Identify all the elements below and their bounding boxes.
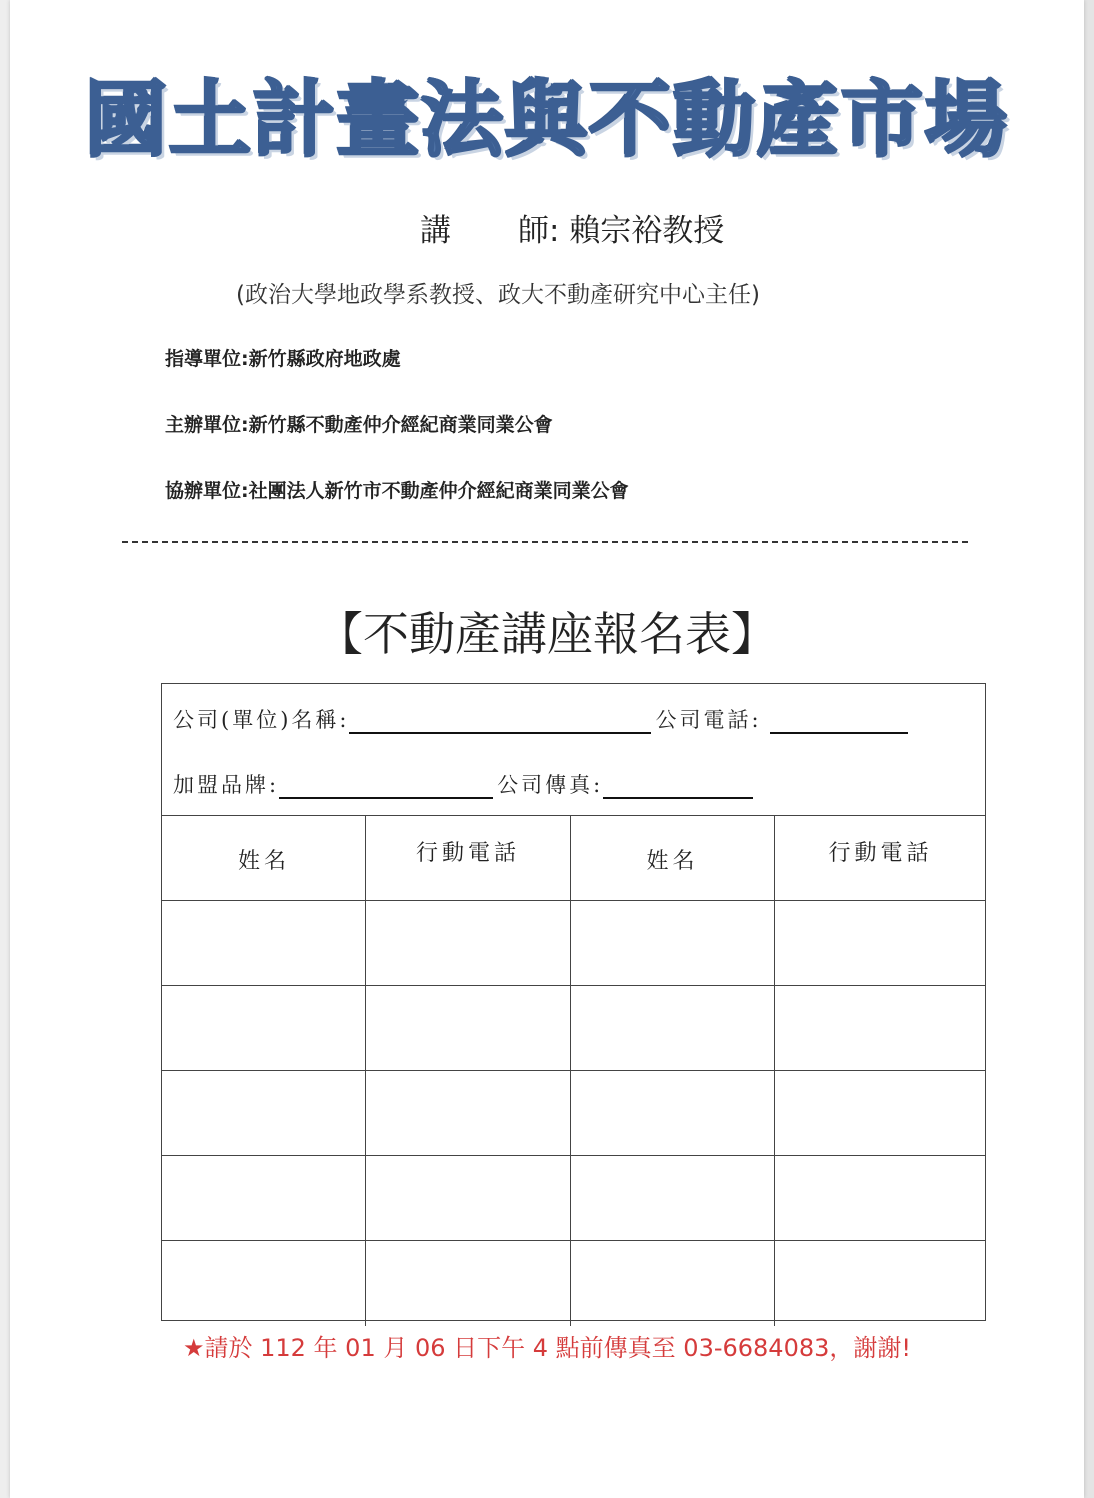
name-cell[interactable] bbox=[570, 1156, 774, 1241]
name-cell[interactable] bbox=[570, 1071, 774, 1156]
name-cell[interactable] bbox=[162, 986, 366, 1071]
brand-field[interactable] bbox=[279, 775, 493, 799]
mobile-cell[interactable] bbox=[365, 986, 570, 1071]
mobile-cell[interactable] bbox=[774, 901, 986, 986]
name-cell[interactable] bbox=[570, 901, 774, 986]
table-row bbox=[162, 900, 985, 986]
company-name-label: 公司(單位)名稱: bbox=[173, 708, 350, 732]
page-edge bbox=[1084, 0, 1094, 1498]
name-cell[interactable] bbox=[162, 901, 366, 986]
form-title: 【不動產講座報名表】 bbox=[317, 607, 777, 661]
table-row bbox=[162, 1070, 985, 1156]
table-row bbox=[162, 1240, 985, 1326]
table-row bbox=[162, 1155, 985, 1241]
mobile-cell[interactable] bbox=[365, 1071, 570, 1156]
poster-title: 國土計畫法與不動產市場 bbox=[84, 73, 1009, 168]
mobile-cell[interactable] bbox=[774, 1156, 986, 1241]
name-cell[interactable] bbox=[570, 1241, 774, 1326]
registration-form bbox=[161, 683, 986, 1321]
mobile-cell[interactable] bbox=[774, 1071, 986, 1156]
mobile-cell[interactable] bbox=[365, 901, 570, 986]
co-organizer-unit: 協辦單位:社團法人新竹市不動產仲介經紀商業同業公會 bbox=[165, 480, 629, 502]
company-phone-field[interactable] bbox=[770, 710, 908, 734]
company-fax-field[interactable] bbox=[603, 775, 753, 799]
header-cell-mobile-2 bbox=[774, 816, 986, 901]
company-phone-label: 公司電話: bbox=[655, 708, 762, 732]
brand-info-line bbox=[173, 769, 757, 799]
lecturer-label-1: 講 bbox=[420, 213, 451, 249]
lecturer-label-2: 師: bbox=[518, 213, 560, 249]
header-mobile-1: 行動電話 bbox=[415, 841, 520, 866]
header-cell-name-1 bbox=[162, 816, 366, 901]
header-name-2: 姓名 bbox=[646, 849, 699, 874]
table-row bbox=[162, 985, 985, 1071]
header-cell-name-2 bbox=[570, 816, 774, 901]
mobile-cell[interactable] bbox=[774, 986, 986, 1071]
header-name-1: 姓名 bbox=[237, 849, 290, 874]
company-fax-label: 公司傳真: bbox=[497, 773, 604, 797]
company-name-field[interactable] bbox=[349, 710, 651, 734]
table-header-row bbox=[162, 815, 985, 901]
name-cell[interactable] bbox=[162, 1071, 366, 1156]
name-cell[interactable] bbox=[570, 986, 774, 1071]
header-mobile-2: 行動電話 bbox=[828, 841, 933, 866]
name-cell[interactable] bbox=[162, 1241, 366, 1326]
mobile-cell[interactable] bbox=[774, 1241, 986, 1326]
brand-label: 加盟品牌: bbox=[173, 773, 280, 797]
guiding-unit: 指導單位:新竹縣政府地政處 bbox=[165, 348, 401, 370]
header-cell-mobile-1 bbox=[365, 816, 570, 901]
mobile-cell[interactable] bbox=[365, 1156, 570, 1241]
fax-deadline-notice: ★請於 112 年 01 月 06 日下午 4 點前傳真至 03-6684083，謝謝! bbox=[182, 1334, 912, 1362]
name-cell[interactable] bbox=[162, 1156, 366, 1241]
lecturer-line bbox=[420, 205, 724, 250]
organizer-unit: 主辦單位:新竹縣不動產仲介經紀商業同業公會 bbox=[165, 414, 553, 436]
company-info-line bbox=[173, 704, 912, 734]
mobile-cell[interactable] bbox=[365, 1241, 570, 1326]
cut-line bbox=[122, 541, 968, 543]
lecturer-affiliation: (政治大學地政學系教授、政大不動產研究中心主任) bbox=[236, 282, 760, 308]
lecturer-name: 賴宗裕教授 bbox=[569, 213, 725, 249]
